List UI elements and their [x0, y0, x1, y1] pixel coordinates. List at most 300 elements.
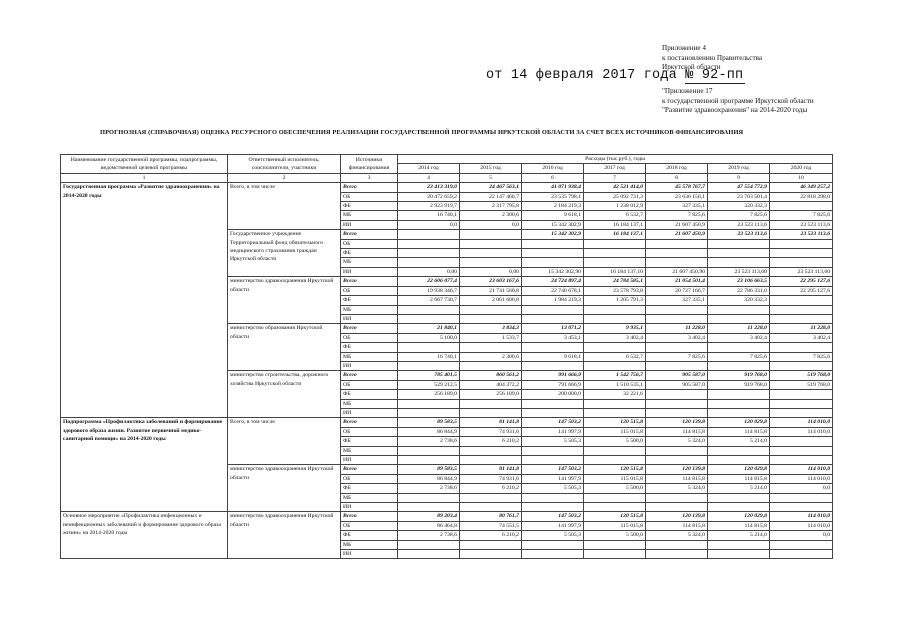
value-cell	[708, 446, 770, 455]
value-cell: 22 295 127,6	[770, 286, 833, 295]
value-cell	[522, 305, 584, 314]
col-number: 6	[522, 173, 584, 182]
source-cell: ФБ	[341, 249, 398, 258]
source-cell: ФБ	[341, 531, 398, 540]
value-cell: 21 741 560,8	[460, 286, 522, 295]
value-cell: 114 010,0	[770, 521, 833, 530]
decree-date-stamp	[486, 68, 745, 84]
value-cell: 7 825,6	[770, 211, 833, 220]
source-cell: МБ	[341, 540, 398, 549]
value-cell: 23 578 793,8	[584, 286, 646, 295]
value-cell: 2 667 730,7	[398, 296, 460, 305]
value-cell	[708, 343, 770, 352]
value-cell	[646, 456, 708, 465]
value-cell: 519 768,0	[770, 371, 833, 380]
value-cell	[460, 258, 522, 267]
source-cell: ФБ	[341, 202, 398, 211]
value-cell: 120 029,8	[708, 512, 770, 521]
value-cell: 11 228,0	[646, 324, 708, 333]
value-cell: 0,0	[460, 220, 522, 229]
value-cell: 5 500,0	[584, 437, 646, 446]
header-year: 2018 год	[646, 164, 708, 173]
value-cell	[646, 249, 708, 258]
value-cell: 24 467 563,1	[460, 183, 522, 192]
table-body	[61, 155, 833, 559]
value-cell: 5 500,0	[584, 531, 646, 540]
value-cell	[770, 258, 833, 267]
value-cell	[646, 503, 708, 512]
value-cell: 32 221,6	[584, 390, 646, 399]
value-cell	[522, 456, 584, 465]
value-cell: 256 189,0	[398, 390, 460, 399]
value-cell: 919 768,0	[708, 371, 770, 380]
col-number: 7	[584, 173, 646, 182]
value-cell: 22 295 127,6	[770, 277, 833, 286]
value-cell: 11 228,0	[708, 324, 770, 333]
value-cell	[646, 343, 708, 352]
value-cell: 21 607 450,9	[646, 220, 708, 229]
value-cell: 114 010,0	[770, 427, 833, 436]
value-cell: 86 844,9	[398, 427, 460, 436]
value-cell: 22 818 298,0	[770, 192, 833, 201]
value-cell	[770, 202, 833, 211]
value-cell	[646, 239, 708, 248]
value-cell: 5 324,0	[646, 437, 708, 446]
value-cell	[398, 399, 460, 408]
value-cell: 3 402,4	[584, 333, 646, 342]
value-cell: 3 402,4	[708, 333, 770, 342]
header-expenses: Расходы (тыс.руб.), годы	[398, 155, 833, 164]
value-cell: 320 332,3	[708, 296, 770, 305]
value-cell: 114 815,8	[708, 427, 770, 436]
value-cell: 120 139,8	[646, 465, 708, 474]
value-cell: 2 923 919,7	[398, 202, 460, 211]
value-cell	[522, 258, 584, 267]
value-cell: 791 666,9	[522, 380, 584, 389]
value-cell: 23 636 156,1	[646, 192, 708, 201]
value-cell	[460, 493, 522, 502]
value-cell: 2 184 219,3	[522, 202, 584, 211]
value-cell: 120 139,8	[646, 512, 708, 521]
value-cell	[584, 456, 646, 465]
value-cell	[646, 540, 708, 549]
value-cell: 23 603 167,6	[460, 277, 522, 286]
value-cell	[522, 446, 584, 455]
value-cell	[708, 239, 770, 248]
value-cell: 256 189,0	[460, 390, 522, 399]
executor-cell: Всего, в том числе	[228, 183, 341, 230]
value-cell	[522, 550, 584, 559]
source-cell: МБ	[341, 446, 398, 455]
value-cell	[460, 550, 522, 559]
value-cell	[398, 408, 460, 417]
value-cell: 15 342 302,9	[522, 220, 584, 229]
value-cell	[460, 230, 522, 239]
value-cell: 23 106 663,5	[708, 277, 770, 286]
resource-table	[60, 154, 833, 559]
value-cell	[646, 314, 708, 323]
col-number: 1	[61, 173, 228, 182]
value-cell: 5 100,0	[398, 333, 460, 342]
value-cell: 5 505,3	[522, 484, 584, 493]
value-cell	[708, 540, 770, 549]
value-cell: 991 666,9	[522, 371, 584, 380]
value-cell	[708, 305, 770, 314]
value-cell	[398, 503, 460, 512]
value-cell	[584, 314, 646, 323]
value-cell: 23 413 319,0	[398, 183, 460, 192]
value-cell: 120 515,8	[584, 418, 646, 427]
value-cell: 16 740,1	[398, 352, 460, 361]
value-cell: 114 010,0	[770, 465, 833, 474]
value-cell: 23 703 501,4	[708, 192, 770, 201]
program-name-cell: Основное мероприятие «Профилактика инфекционных и неинфекционных заболеваний и формирование здорового образа жизни» на 2014-2020 годы	[61, 512, 228, 559]
program-line: "Приложение 17	[662, 87, 713, 95]
value-cell: 86 844,9	[398, 474, 460, 483]
value-cell: 115 015,8	[584, 427, 646, 436]
executor-cell: министерство строительства, дорожного хозяйства Иркутской области	[228, 371, 341, 418]
value-cell: 5 505,3	[522, 437, 584, 446]
value-cell: 80 761,7	[460, 512, 522, 521]
value-cell	[522, 503, 584, 512]
source-cell: МБ	[341, 211, 398, 220]
value-cell	[770, 550, 833, 559]
source-cell: Всего	[341, 183, 398, 192]
value-cell	[708, 456, 770, 465]
value-cell	[770, 503, 833, 512]
value-cell: 47 554 772,9	[708, 183, 770, 192]
value-cell: 16 740,1	[398, 211, 460, 220]
value-cell: 2 300,6	[460, 211, 522, 220]
value-cell	[708, 399, 770, 408]
source-cell: ИИ	[341, 408, 398, 417]
value-cell	[398, 361, 460, 370]
value-cell	[460, 408, 522, 417]
value-cell	[398, 230, 460, 239]
value-cell	[398, 314, 460, 323]
value-cell	[584, 503, 646, 512]
value-cell	[770, 493, 833, 502]
value-cell: 7 825,6	[708, 352, 770, 361]
value-cell: 15 342 302,90	[522, 267, 584, 276]
value-cell: 22 606 077,4	[398, 277, 460, 286]
value-cell	[708, 390, 770, 399]
source-cell: ИИ	[341, 503, 398, 512]
value-cell: 22 786 331,0	[708, 286, 770, 295]
source-cell: ОБ	[341, 521, 398, 530]
source-cell: МБ	[341, 258, 398, 267]
value-cell	[770, 343, 833, 352]
source-cell: МБ	[341, 352, 398, 361]
value-cell	[708, 493, 770, 502]
value-cell: 2 061 606,8	[460, 296, 522, 305]
value-cell: 11 228,0	[770, 324, 833, 333]
source-cell: ОБ	[341, 427, 398, 436]
source-cell: МБ	[341, 399, 398, 408]
value-cell: 0,00	[460, 267, 522, 276]
value-cell	[708, 314, 770, 323]
header-year: 2020 год	[770, 164, 833, 173]
value-cell: 0,0	[770, 484, 833, 493]
value-cell: 3 834,3	[460, 324, 522, 333]
value-cell: 20 472 659,2	[398, 192, 460, 201]
value-cell: 1 205 791,3	[584, 296, 646, 305]
source-cell: ИИ	[341, 220, 398, 229]
source-cell: Всего	[341, 418, 398, 427]
value-cell	[522, 361, 584, 370]
value-cell	[460, 249, 522, 258]
value-cell: 2 738,6	[398, 484, 460, 493]
col-number: 3	[341, 173, 398, 182]
value-cell: 141 997,9	[522, 427, 584, 436]
value-cell: 7 825,6	[646, 352, 708, 361]
value-cell	[522, 314, 584, 323]
value-cell: 114 010,0	[770, 512, 833, 521]
value-cell: 2 317 795,8	[460, 202, 522, 211]
value-cell	[584, 343, 646, 352]
value-cell: 5 214,0	[708, 437, 770, 446]
header-year: 2016 год	[522, 164, 584, 173]
source-cell: ФБ	[341, 484, 398, 493]
value-cell: 114 815,8	[708, 474, 770, 483]
program-name-cell: Государственная программа «Развитие здравоохранения» на 2014-2020 годы	[61, 183, 228, 418]
value-cell: 46 349 257,2	[770, 183, 833, 192]
value-cell: 0,00	[398, 267, 460, 276]
table-row	[61, 512, 833, 521]
source-cell: ОБ	[341, 192, 398, 201]
value-cell	[522, 249, 584, 258]
col-number: 5	[460, 173, 522, 182]
value-cell: 41 071 938,4	[522, 183, 584, 192]
value-cell	[522, 239, 584, 248]
source-cell: МБ	[341, 305, 398, 314]
source-cell: Всего	[341, 512, 398, 521]
value-cell: 0,0	[398, 220, 460, 229]
executor-cell: министерство здравоохранения Иркутской области	[228, 277, 341, 324]
source-cell: ФБ	[341, 343, 398, 352]
executor-cell: Всего, в том числе	[228, 418, 341, 465]
value-cell	[522, 408, 584, 417]
value-cell: 89 583,5	[398, 418, 460, 427]
value-cell	[398, 305, 460, 314]
value-cell: 6 210,2	[460, 437, 522, 446]
value-cell	[646, 446, 708, 455]
value-cell: 147 503,2	[522, 418, 584, 427]
value-cell	[398, 550, 460, 559]
value-cell: 9 618,1	[522, 211, 584, 220]
header-year: 2017 год	[584, 164, 646, 173]
value-cell	[460, 540, 522, 549]
value-cell	[646, 408, 708, 417]
annex-line: Иркутской области	[662, 63, 721, 72]
value-cell: 1 984 219,3	[522, 296, 584, 305]
value-cell	[646, 493, 708, 502]
source-cell: ИИ	[341, 361, 398, 370]
value-cell: 13 071,2	[522, 324, 584, 333]
value-cell: 21 840,1	[398, 324, 460, 333]
value-cell	[398, 540, 460, 549]
value-cell: 7 825,6	[708, 211, 770, 220]
value-cell: 1 533,7	[460, 333, 522, 342]
source-cell: ИИ	[341, 267, 398, 276]
value-cell: 404 372,2	[460, 380, 522, 389]
value-cell	[398, 493, 460, 502]
source-cell: ОБ	[341, 380, 398, 389]
source-cell: Всего	[341, 465, 398, 474]
value-cell: 20 727 166,7	[646, 286, 708, 295]
executor-cell: министерство образования Иркутской области	[228, 324, 341, 371]
value-cell	[398, 446, 460, 455]
value-cell: 1 238 012,9	[584, 202, 646, 211]
value-cell	[708, 361, 770, 370]
source-cell: ИИ	[341, 456, 398, 465]
source-cell: ФБ	[341, 296, 398, 305]
value-cell	[460, 314, 522, 323]
value-cell: 74 931,6	[460, 427, 522, 436]
value-cell: 141 997,9	[522, 474, 584, 483]
value-cell	[770, 540, 833, 549]
value-cell	[770, 296, 833, 305]
value-cell: 5 324,0	[646, 484, 708, 493]
value-cell	[646, 258, 708, 267]
table-col-number-row	[61, 173, 833, 182]
value-cell: 919 768,0	[708, 380, 770, 389]
value-cell	[398, 456, 460, 465]
program-line: к государственной программе Иркутской области	[662, 96, 814, 105]
value-cell: 327 335,1	[646, 296, 708, 305]
value-cell	[646, 399, 708, 408]
source-cell: ОБ	[341, 286, 398, 295]
value-cell: 5 214,0	[708, 484, 770, 493]
annex-line: Приложение 4	[662, 44, 706, 52]
program-line: "Развитие здравоохранения" на 2014-2020 годы	[662, 106, 808, 115]
col-number: 9	[708, 173, 770, 182]
value-cell	[584, 239, 646, 248]
decree-date: от 14 февраля 2017 года	[486, 68, 677, 83]
value-cell: 2 738,6	[398, 437, 460, 446]
value-cell: 23 523 113,6	[770, 230, 833, 239]
header-executor: Ответственный исполнитель, соисполнители, участники	[228, 155, 341, 174]
value-cell: 16 184 137,1	[584, 220, 646, 229]
header-source: Источники финансирования	[341, 155, 398, 174]
value-cell	[584, 408, 646, 417]
value-cell: 74 931,6	[460, 474, 522, 483]
value-cell	[708, 258, 770, 267]
value-cell: 147 503,2	[522, 512, 584, 521]
value-cell: 1 542 756,7	[584, 371, 646, 380]
table-row	[61, 183, 833, 192]
header-year: 2019 год	[708, 164, 770, 173]
value-cell	[398, 249, 460, 258]
value-cell: 6 532,7	[584, 211, 646, 220]
value-cell: 147 503,2	[522, 465, 584, 474]
value-cell	[460, 305, 522, 314]
value-cell	[460, 399, 522, 408]
value-cell	[708, 550, 770, 559]
value-cell: 6 532,7	[584, 352, 646, 361]
value-cell	[770, 305, 833, 314]
value-cell: 3 453,1	[522, 333, 584, 342]
value-cell: 905 587,0	[646, 371, 708, 380]
value-cell: 120 515,8	[584, 465, 646, 474]
value-cell: 114 815,8	[646, 474, 708, 483]
value-cell: 24 784 585,1	[584, 277, 646, 286]
value-cell	[770, 314, 833, 323]
program-annex-header	[662, 87, 814, 116]
source-cell: МБ	[341, 493, 398, 502]
value-cell: 21 607 450,90	[646, 267, 708, 276]
executor-cell: Государственное учреждение Территориальный фонд обязательного медицинского страхования граждан Иркутской области	[228, 230, 341, 277]
header-year: 2015 год	[460, 164, 522, 173]
value-cell: 905 587,0	[646, 380, 708, 389]
col-number: 2	[228, 173, 341, 182]
value-cell	[460, 456, 522, 465]
value-cell: 3 402,4	[646, 333, 708, 342]
value-cell	[646, 550, 708, 559]
value-cell	[770, 361, 833, 370]
value-cell	[522, 493, 584, 502]
value-cell: 23 535 798,1	[522, 192, 584, 201]
source-cell: ИИ	[341, 314, 398, 323]
value-cell: 6 210,2	[460, 531, 522, 540]
value-cell	[584, 493, 646, 502]
value-cell: 21 054 501,4	[646, 277, 708, 286]
value-cell: 5 324,0	[646, 531, 708, 540]
value-cell: 2 300,6	[460, 352, 522, 361]
col-number: 8	[646, 173, 708, 182]
source-cell: ИИ	[341, 550, 398, 559]
value-cell	[584, 540, 646, 549]
col-number: 4	[398, 173, 460, 182]
value-cell	[398, 258, 460, 267]
value-cell: 5 505,3	[522, 531, 584, 540]
value-cell: 5 500,0	[584, 484, 646, 493]
source-cell: Всего	[341, 230, 398, 239]
table-row	[61, 418, 833, 427]
value-cell: 42 521 414,0	[584, 183, 646, 192]
value-cell	[770, 390, 833, 399]
value-cell	[460, 343, 522, 352]
value-cell	[770, 437, 833, 446]
value-cell: 9 618,1	[522, 352, 584, 361]
value-cell: 16 184 137,10	[584, 267, 646, 276]
value-cell: 785 401,5	[398, 371, 460, 380]
source-cell: ФБ	[341, 390, 398, 399]
value-cell: 21 607 450,9	[646, 230, 708, 239]
value-cell: 15 342 302,9	[522, 230, 584, 239]
value-cell: 7 825,6	[770, 352, 833, 361]
value-cell	[770, 408, 833, 417]
source-cell: Всего	[341, 277, 398, 286]
source-cell: Всего	[341, 371, 398, 380]
value-cell: 120 029,8	[708, 465, 770, 474]
value-cell	[708, 249, 770, 258]
value-cell: 114 815,8	[708, 521, 770, 530]
value-cell	[398, 239, 460, 248]
value-cell: 16 184 137,1	[584, 230, 646, 239]
value-cell: 5 214,0	[708, 531, 770, 540]
value-cell: 23 523 113,60	[770, 267, 833, 276]
value-cell: 120 029,8	[708, 418, 770, 427]
value-cell: 115 015,8	[584, 521, 646, 530]
value-cell: 89 203,4	[398, 512, 460, 521]
value-cell	[460, 361, 522, 370]
source-cell: ОБ	[341, 239, 398, 248]
value-cell: 86 464,8	[398, 521, 460, 530]
value-cell	[708, 408, 770, 417]
value-cell: 22 147 466,7	[460, 192, 522, 201]
value-cell	[584, 305, 646, 314]
